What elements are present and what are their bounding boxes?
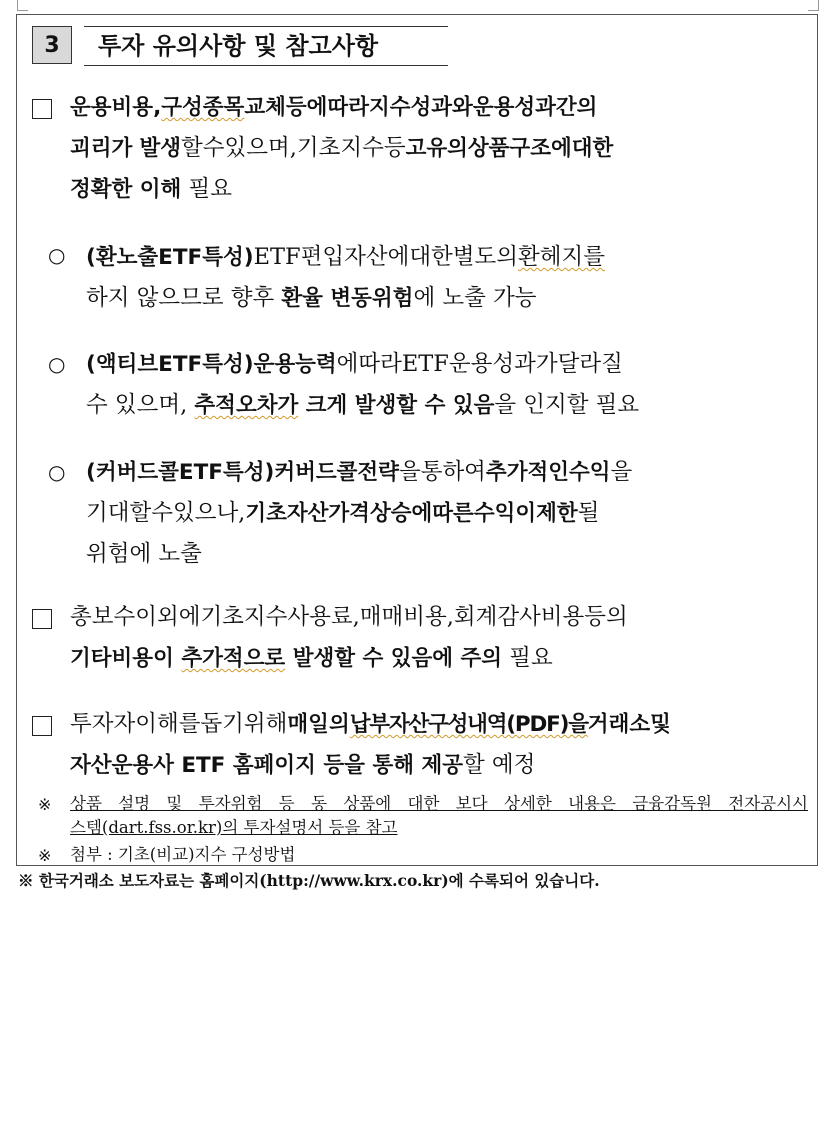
bullet-circle-2: ○: [48, 352, 66, 376]
item-6-line-2: 자산운용사 ETF 홈페이지 등을 통해 제공할 예정: [70, 752, 536, 778]
item-5: [70, 597, 808, 679]
note-2: 첨부 : 기초(비교)지수 구성방법: [70, 845, 296, 864]
item-4-line-2: 기대할수있으나,기초자산가격상승에따른수익이제한될: [86, 500, 600, 526]
note-1-line-2: 스템(dart.fss.or.kr)의 투자설명서 등을 참고: [70, 818, 398, 837]
item-4: [86, 452, 808, 575]
item-6: [70, 704, 808, 786]
checkbox-square-2: [32, 609, 52, 629]
bullet-circle-1: ○: [48, 243, 66, 267]
page-corner-right: [808, 0, 819, 11]
item-4-line-1: (커버드콜ETF특성)커버드콜전략을통하여추가적인수익을: [86, 459, 633, 485]
note-1: [70, 792, 808, 840]
footer-notice: ※ 한국거래소 보도자료는 홈페이지(http://www.krx.co.kr)에 수록되어 있습니다.: [18, 871, 600, 890]
note-2-marker: ※: [38, 846, 52, 865]
page-corner-left: [17, 0, 28, 11]
item-1-line-1: 운용비용,구성종목교체등에따라지수성과와운용성과간의: [70, 95, 598, 120]
item-3-line-2: 수 있으며, 추적오차가 크게 발생할 수 있음을 인지할 필요: [86, 392, 640, 418]
item-2-line-2: 하지 않으므로 향후 환율 변동위험에 노출 가능: [86, 285, 537, 311]
item-5-line-1: 총보수이외에기초지수사용료,매매비용,회계감사비용등의: [70, 604, 628, 630]
item-4-line-3: 위험에 노출: [86, 541, 202, 567]
section-number: 3: [32, 26, 72, 64]
item-2-line-1: (환노출ETF특성)ETF편입자산에대한별도의환헤지를: [86, 244, 605, 270]
item-1-line-2: 괴리가 발생할수있으며,기초지수등고유의상품구조에대한: [70, 135, 614, 161]
item-1-line-3: 정확한 이해 필요: [70, 176, 232, 202]
note-1-line-1: 상품 설명 및 투자위험 등 동 상품에 대한 보다 상세한 내용은 금융감독원 전자공시시: [70, 794, 808, 813]
bullet-circle-3: ○: [48, 460, 66, 484]
item-3-line-1: (액티브ETF특성)운용능력에따라ETF운용성과가달라질: [86, 351, 623, 377]
checkbox-square-1: [32, 99, 52, 119]
item-3: [86, 344, 808, 426]
checkbox-square-3: [32, 716, 52, 736]
item-2: [86, 237, 808, 319]
item-5-line-2: 기타비용이 추가적으로 발생할 수 있음에 주의 필요: [70, 645, 553, 671]
section-title: 투자 유의사항 및 참고사항: [84, 26, 448, 66]
item-6-line-1: 투자자이해를돕기위해매일의납부자산구성내역(PDF)을거래소및: [70, 711, 671, 737]
item-1: [70, 87, 808, 210]
note-1-marker: ※: [38, 795, 52, 814]
